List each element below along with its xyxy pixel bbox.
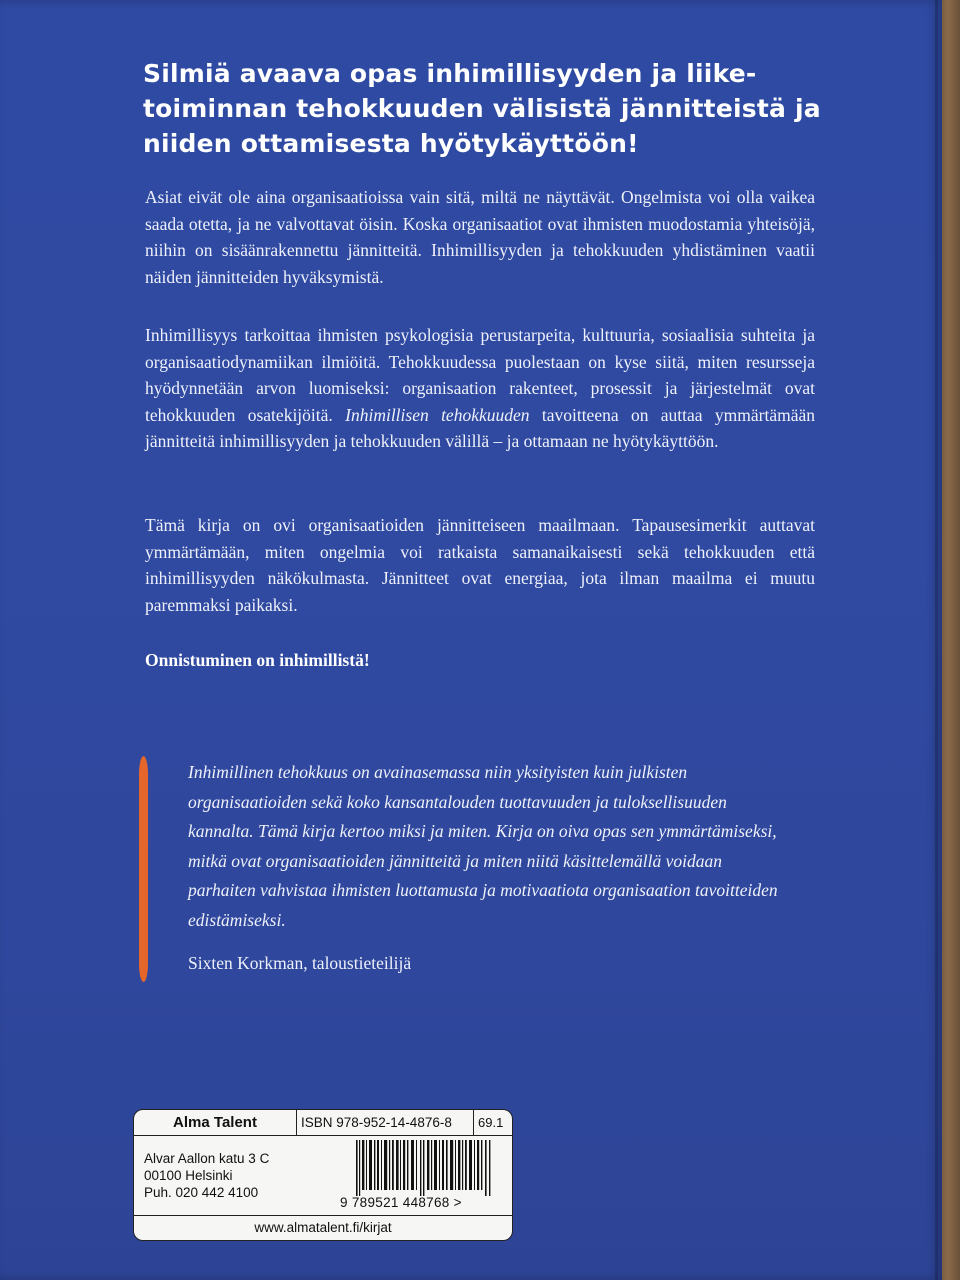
orange-accent-bar — [139, 756, 148, 982]
book-title-inline: Inhimillisen tehokkuuden — [345, 404, 530, 425]
definition-text-a: Inhimillisyys tarkoittaa ihmisten psykologisia perustarpeita, kulttuuria, sosiaalisia suhteita ja organisaatiodynamiikan ilmiöitä. Tehokkuudessa puolestaan on kyse siitä, miten resursseja hyödynnetään arvon luomiseksi: organisaation rakenteet, prosessit ja järjestelmät ovat tehokkuuden osatekijöitä. — [145, 325, 815, 425]
definition-paragraph — [145, 322, 815, 455]
publisher-website: www.almatalent.fi/kirjat — [134, 1215, 512, 1240]
door-paragraph: Tämä kirja on ovi organisaatioiden jännitteiseen maailmaan. Tapausesimerkit auttavat ymmärtämään, miten ongelmia voi ratkaista samanaikaisesti sekä tehokkuuden että inhimillisyyden näkökulmasta. Jännitteet ovat energiaa, jota ilman maailma ei muutu paremmaksi paikaksi. — [145, 515, 815, 615]
isbn-sticker — [133, 1109, 513, 1241]
definition-text-b: tavoitteena on auttaa ymmärtämään jännitteitä inhimillisyyden ja tehokkuuden välillä – ja ottamaan ne hyötykäyttöön. — [145, 404, 815, 451]
address-line: Alvar Aallon katu 3 C — [144, 1151, 270, 1166]
price-code: 69.1 — [473, 1109, 513, 1136]
quote-attribution: Sixten Korkman, taloustieteilijä — [188, 953, 412, 973]
barcode-icon — [354, 1140, 496, 1196]
barcode-digits: 9 789521 448768 > — [340, 1195, 462, 1210]
isbn-number: ISBN 978-952-14-4876-8 — [296, 1109, 474, 1136]
tagline: Onnistuminen on inhimillistä! — [145, 650, 370, 670]
address-line: 00100 Helsinki — [144, 1168, 233, 1183]
publisher-address — [144, 1150, 269, 1201]
publisher-name: Alma Talent — [133, 1109, 297, 1136]
headline: Silmiä avaava opas inhimillisyyden ja liike-toiminnan tehokkuuden välisistä jännitteistä ja niiden ottamisesta hyötykäyttöön! — [143, 59, 821, 158]
endorsement-quote: Inhimillinen tehokkuus on avainasemassa niin yksityisten kuin julkisten organisaatioiden sekä koko kansantalouden tuottavuuden ja tuloksellisuuden kannalta. Tämä kirja kertoo miksi ja miten. Kirja on oiva opas sen ymmärtämiseksi, mitkä ovat organisaatioiden jännitteitä ja miten niitä käsittelemällä voidaan parhaiten vahvistaa ihmisten luottamusta ja motivaatiota organisaation tavoitteiden edistämiseksi. — [188, 762, 778, 930]
cover-edge — [935, 0, 938, 1280]
intro-paragraph: Asiat eivät ole aina organisaatioissa vain sitä, miltä ne näyttävät. Ongelmista voi olla vaikea saada otetta, ja ne valvottavat öisin. Koska organisaatiot ovat ihmisten muodostamia yhteisöjä, niihin on sisäänrakennettu jännitteitä. Inhimillisyyden ja tehokkuuden yhdistäminen vaatii näiden jännitteiden hyväksymistä. — [145, 187, 815, 287]
address-line: Puh. 020 442 4100 — [144, 1185, 259, 1200]
